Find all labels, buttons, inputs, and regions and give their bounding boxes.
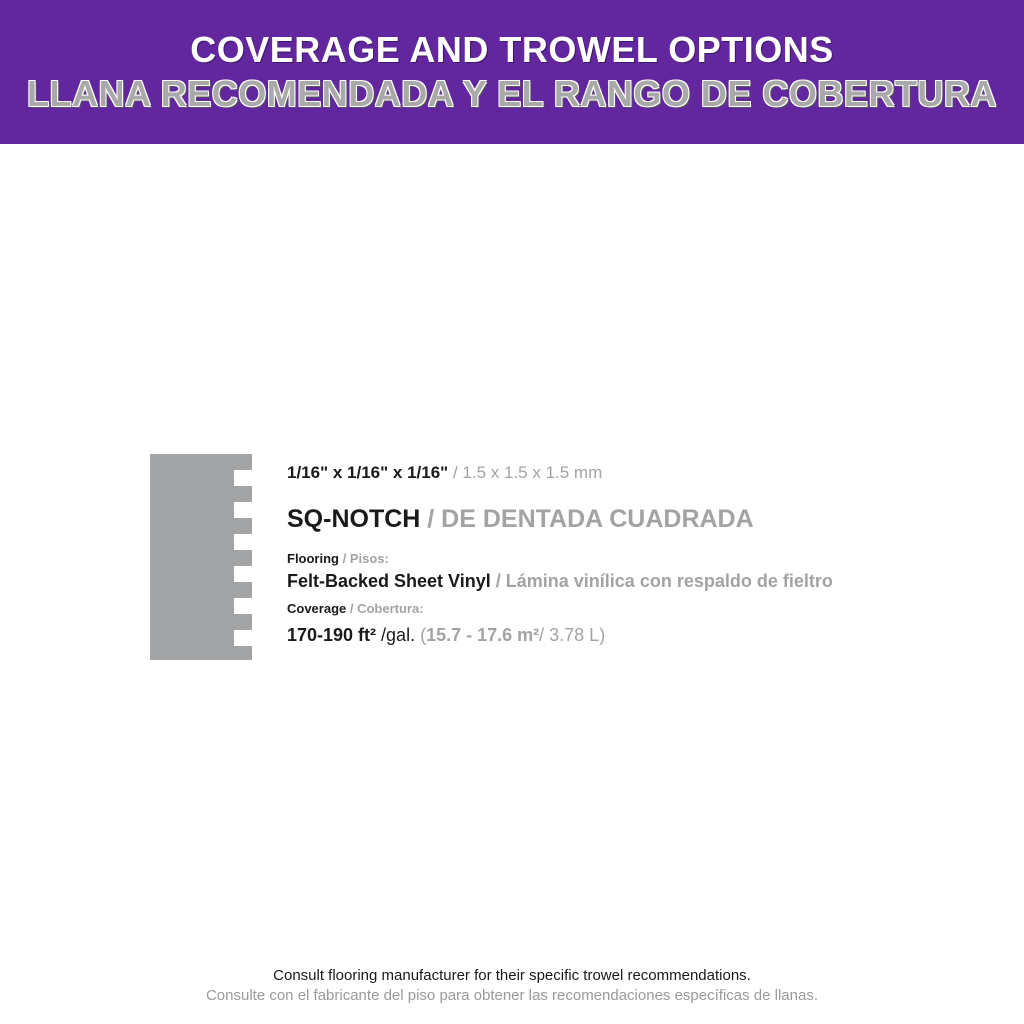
header-banner xyxy=(0,0,1024,144)
notch-separator: / xyxy=(420,505,442,533)
coverage-open-paren: ( xyxy=(415,625,427,645)
footer-note-english: Consult flooring manufacturer for their specific trowel recommendations. xyxy=(273,967,751,984)
coverage-volume: / 3.78 L) xyxy=(539,625,606,645)
flooring-label xyxy=(287,550,987,568)
notch-english: SQ-NOTCH xyxy=(287,505,421,533)
trowel-spec xyxy=(287,460,987,650)
coverage-metric: 15.7 - 17.6 m² xyxy=(426,625,540,645)
size-imperial: 1/16" x 1/16" x 1/16" xyxy=(287,463,449,482)
title-spanish: LLANA RECOMENDADA Y EL RANGO DE COBERTURA xyxy=(27,73,997,114)
flooring-english: Felt-Backed Sheet Vinyl xyxy=(287,571,491,591)
notch-type xyxy=(287,502,987,536)
title-english: COVERAGE AND TROWEL OPTIONS xyxy=(190,29,834,70)
square-notch-trowel-icon xyxy=(150,454,252,660)
footer-note-spanish: Consulte con el fabricante del piso para obtener las recomendaciones específicas de llanas. xyxy=(205,987,819,1004)
coverage-label xyxy=(287,600,987,618)
flooring-label-separator: / xyxy=(339,551,350,566)
coverage-imperial: 170-190 ft² xyxy=(287,625,377,645)
flooring-label-english: Flooring xyxy=(287,551,339,566)
flooring-label-spanish: Pisos: xyxy=(349,551,389,566)
flooring-spanish: Lámina vinílica con respaldo de fieltro xyxy=(505,571,833,591)
notch-spanish: DE DENTADA CUADRADA xyxy=(441,505,754,533)
coverage-label-english: Coverage xyxy=(287,601,347,616)
size-separator: / xyxy=(448,463,463,482)
flooring-separator: / xyxy=(490,571,506,591)
coverage-label-spanish: Cobertura: xyxy=(357,601,424,616)
coverage-value xyxy=(287,620,987,650)
coverage-label-separator: / xyxy=(346,601,358,616)
flooring-value xyxy=(287,568,987,594)
size-metric: 1.5 x 1.5 x 1.5 mm xyxy=(462,463,603,482)
notch-size xyxy=(287,460,987,486)
footer-note xyxy=(0,966,1024,1006)
coverage-unit: /gal. xyxy=(376,625,416,645)
